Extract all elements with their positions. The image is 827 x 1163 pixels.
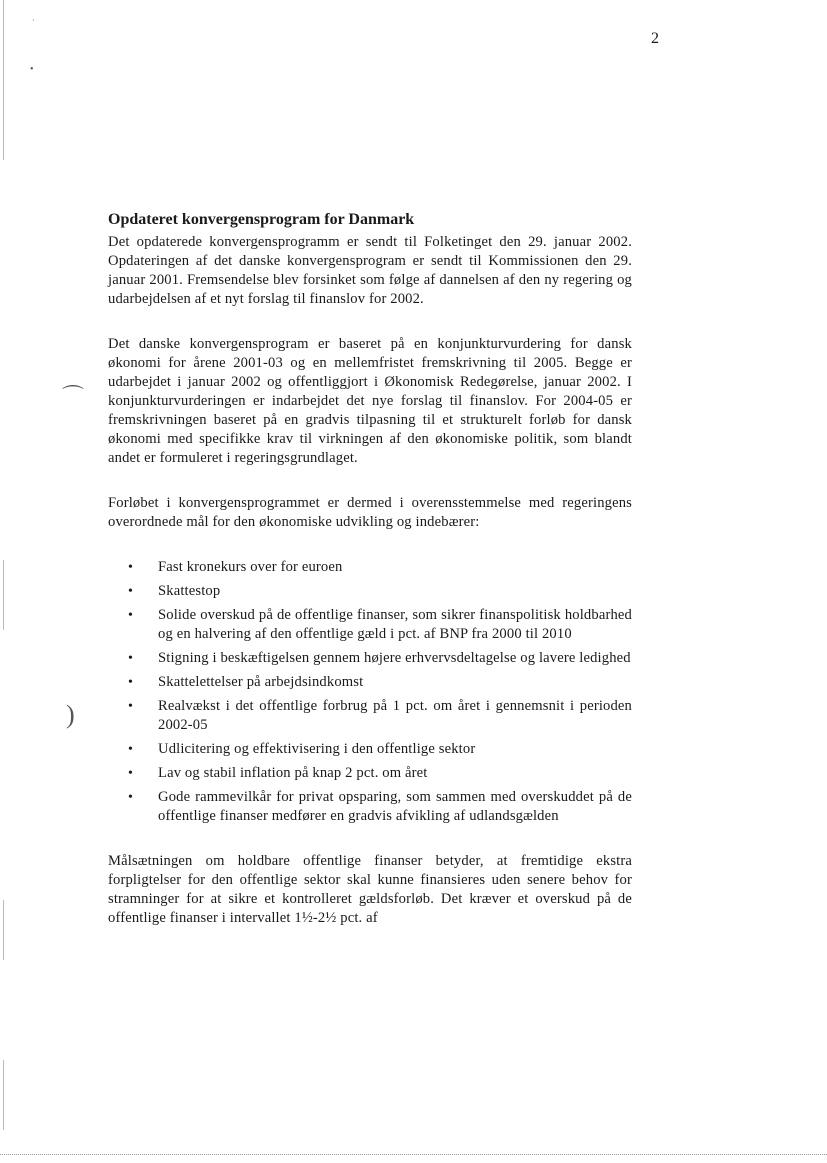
bullet-icon: • xyxy=(128,584,134,599)
list-item-text: Gode rammevilkår for privat opsparing, som sammen med overskuddet på de offentlige finanser medfører en gradvis afvikling af udlandsgælden xyxy=(158,789,632,824)
list-item-text: Fast kronekurs over for euroen xyxy=(158,559,343,575)
list-item xyxy=(108,764,632,783)
scan-edge-line xyxy=(3,0,4,160)
list-item-text: Solide overskud på de offentlige finanser, som sikrer finanspolitisk holdbarhed og en halvering af den offentlige gæld i pct. af BNP fra 2000 til 2010 xyxy=(158,607,632,642)
bullet-icon: • xyxy=(128,699,134,714)
scan-edge-line xyxy=(3,1060,4,1130)
scan-speck: • xyxy=(30,64,34,75)
scan-bottom-edge xyxy=(0,1154,827,1157)
bullet-icon: • xyxy=(128,790,134,805)
bullet-icon: • xyxy=(128,651,134,666)
paragraph-1: Det opdaterede konvergensprogramm er sendt til Folketinget den 29. januar 2002. Opdateringen af det danske konvergensprogram er sendt til Kommissionen den 29. januar 2001. Fremsendelse blev forsinket som følge af dannelsen af den ny regering og udarbejdelsen af et nyt forslag til finanslov for 2002. xyxy=(108,234,632,307)
punch-hole-mark: ⌒ xyxy=(62,384,85,409)
scan-speck: · xyxy=(32,16,35,25)
bullet-icon: • xyxy=(128,766,134,781)
scan-edge-line xyxy=(3,900,4,960)
punch-hole-mark: ) xyxy=(66,700,75,729)
list-item xyxy=(108,606,632,644)
bullet-icon: • xyxy=(128,608,134,623)
list-item xyxy=(108,673,632,692)
list-item-text: Realvækst i det offentlige forbrug på 1 pct. om året i gennemsnit i perioden 2002-05 xyxy=(158,698,632,733)
list-item-text: Skattelettelser på arbejdsindkomst xyxy=(158,674,364,690)
bullet-icon: • xyxy=(128,675,134,690)
list-item xyxy=(108,697,632,735)
list-item-text: Skattestop xyxy=(158,583,221,599)
list-item-text: Udlicitering og effektivisering i den offentlige sektor xyxy=(158,741,476,757)
list-item xyxy=(108,582,632,601)
list-item xyxy=(108,649,632,668)
scan-edge-line xyxy=(3,560,4,630)
section-heading: Opdateret konvergensprogram for Danmark xyxy=(108,211,415,228)
list-item-text: Stigning i beskæftigelsen gennem højere erhvervsdeltagelse og lavere ledighed xyxy=(158,650,631,666)
list-item xyxy=(108,558,632,577)
list-item xyxy=(108,788,632,826)
bullet-icon: • xyxy=(128,560,134,575)
bullet-icon: • xyxy=(128,742,134,757)
paragraph-4: Målsætningen om holdbare offentlige finanser betyder, at fremtidige ekstra forpligtelser for den offentlige sektor skal kunne finansieres uden senere behov for stramninger for at sikre et kontrolleret gældsforløb. Det kræver et overskud på de offentlige finanser i intervallet 1½-2½ pct. af xyxy=(108,853,632,926)
list-item xyxy=(108,740,632,759)
page-number: 2 xyxy=(651,30,659,47)
paragraph-2: Det danske konvergensprogram er baseret på en konjunkturvurdering for dansk økonomi for årene 2001-03 og en mellemfristet fremskrivning til 2005. Begge er udarbejdet i januar 2002 og offentliggjort i Økonomisk Redegørelse, januar 2002. I konjunkturvurderingen er indarbejdet det nye forslag til finanslov. For 2004-05 er fremskrivningen baseret på en gradvis tilpasning til et strukturelt forløb for dansk økonomi med specifikke krav til virkningen af den økonomiske politik, som blandt andet er formuleret i regeringsgrundlaget. xyxy=(108,336,632,466)
goals-list xyxy=(108,558,632,826)
paragraph-3: Forløbet i konvergensprogrammet er dermed i overensstemmelse med regeringens overordnede mål for den økonomiske udvikling og indebærer: xyxy=(108,495,632,530)
document-body xyxy=(108,211,632,928)
list-item-text: Lav og stabil inflation på knap 2 pct. om året xyxy=(158,765,428,781)
